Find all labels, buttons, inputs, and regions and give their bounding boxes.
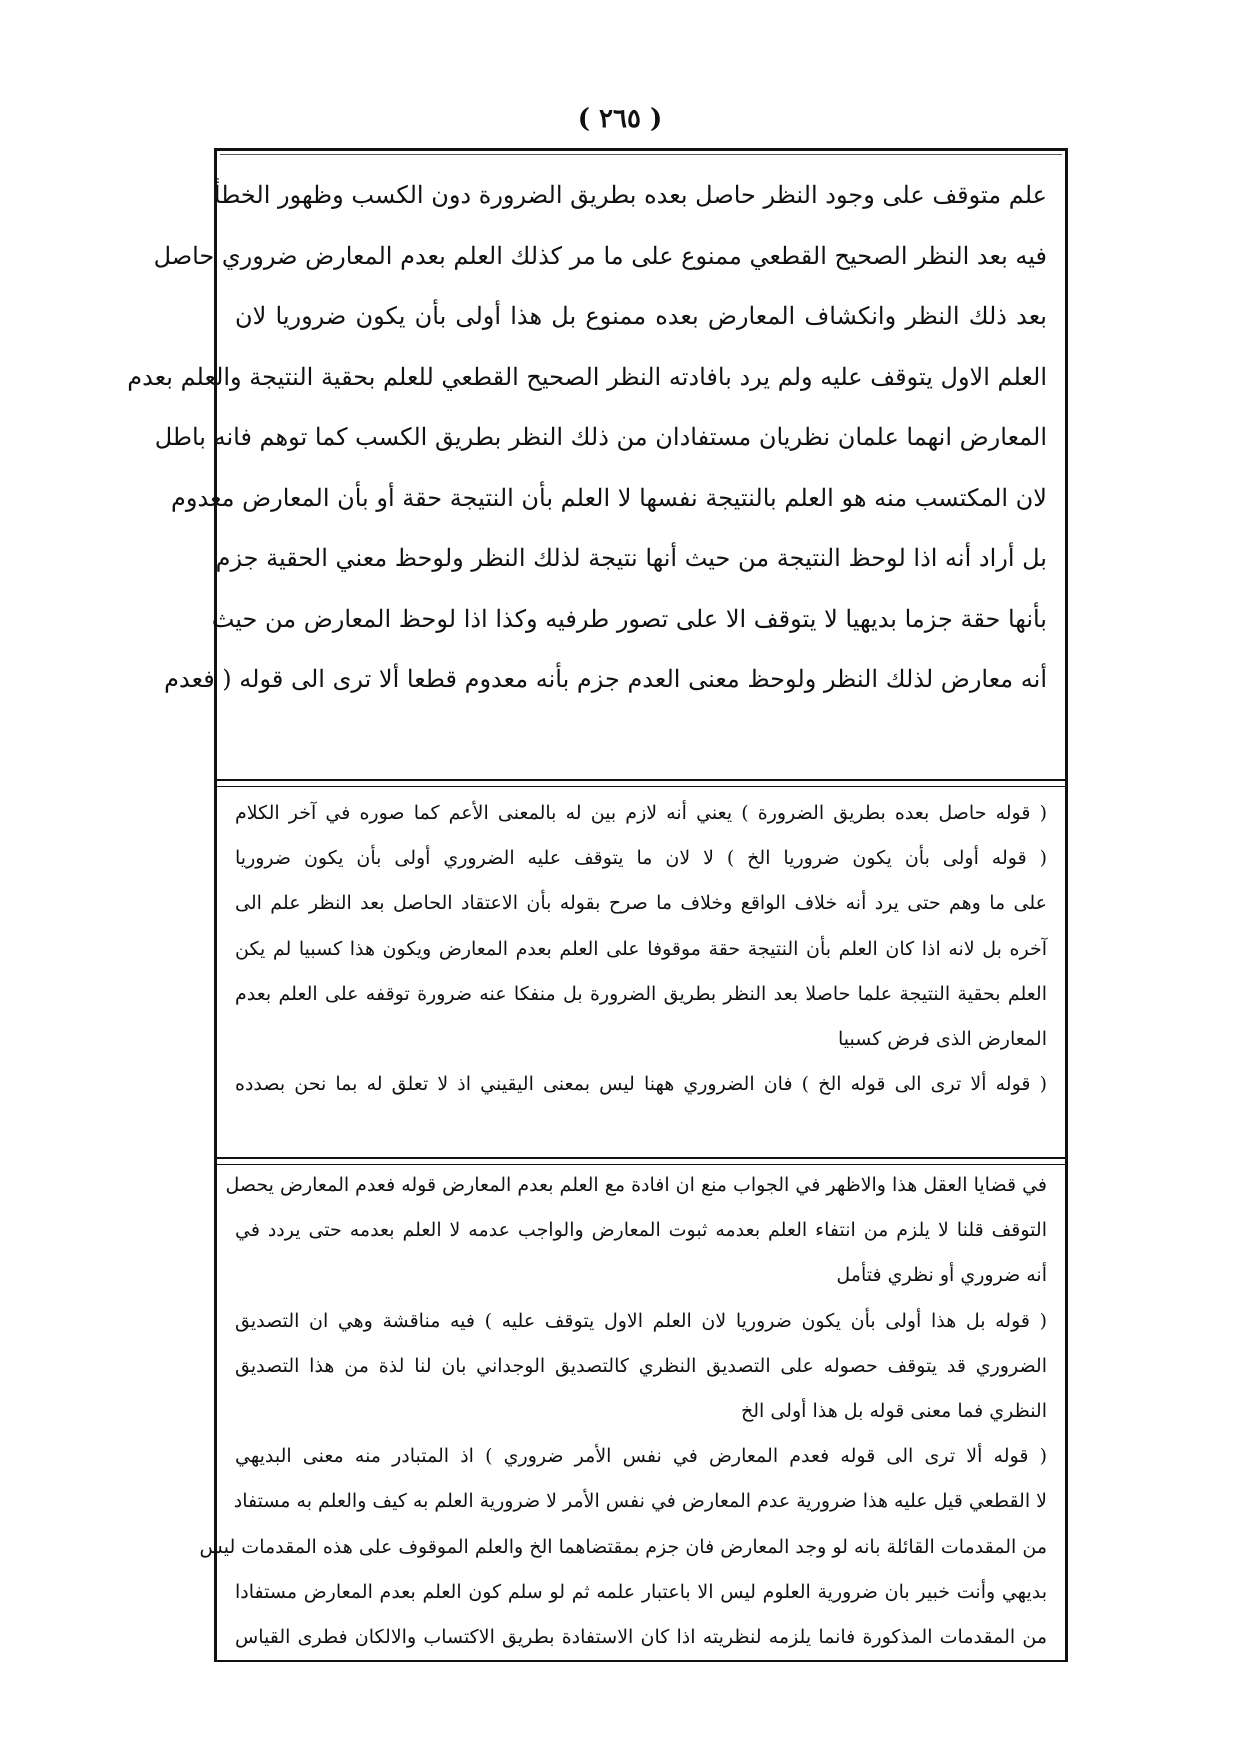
upper-notes-block [235,791,1047,1107]
note-line: من المقدمات القائلة بانه لو وجد المعارض فان جزم بمقتضاهما الخ والعلم الموقوف على هذه المقدمات ليس [199,1535,1047,1558]
note-line: المعارض الذى فرض كسبيا [838,1027,1047,1050]
main-text-line: بعد ذلك النظر وانكشاف المعارض بعده ممنوع بل هذا أولى بأن يكون ضروريا لان [235,302,1047,330]
main-text-line: بأنها حقة جزما بديهيا لا يتوقف الا على تصور طرفيه وكذا اذا لوحظ المعارض من حيث [211,604,1047,633]
bottom-rule [214,1660,1068,1662]
main-text-line: لان المكتسب منه هو العلم بالنتيجة نفسها لا العلم بأن النتيجة حقة أو بأن المعارض معدوم [171,483,1047,512]
note-line: التوقف قلنا لا يلزم من انتفاء العلم بعدمه ثبوت المعارض والواجب عدمه لا العلم بعدمه حتى يردد في [235,1219,1047,1242]
section-divider [217,779,1065,787]
note-line: لا القطعي قيل عليه هذا ضرورية عدم المعارض في نفس الأمر لا ضرورية العلم به كيف والعلم به مستفاد [233,1490,1047,1513]
note-line: على ما وهم حتى يرد أنه خلاف الواقع وخلاف ما صرح بقوله بأن الاعتقاد الحاصل بعد النظر علم الى [235,892,1047,915]
main-text-block [127,165,1047,710]
main-text-line: المعارض انهما علمان نظريان مستفادان من ذلك النظر بطريق الكسب كما توهم فانه باطل [154,423,1047,451]
note-line: آخره بل لانه اذا كان العلم بأن النتيجة حقة موقوفا على العلم بعدم المعارض ويكون هذا كسبيا لم يكن [235,937,1047,960]
note-line: ( قوله ألا ترى الى قوله الخ ) فان الضروري ههنا ليس بمعنى اليقيني اذ لا تعلق له بما نحن بصدده [235,1073,1047,1096]
page-frame [127,148,1068,1661]
main-text-line: أنه معارض لذلك النظر ولوحظ معنى العدم جزم بأنه معدوم قطعا ألا ترى الى قوله ( فعدم [164,665,1047,693]
page-number: ( ٢٦٥ ) [577,104,663,134]
note-line: ( قوله أولى بأن يكون ضروريا الخ ) لا لان ما يتوقف عليه الضروري أولى بأن يكون ضروريا [235,847,1047,870]
main-text-line: بل أراد أنه اذا لوحظ النتيجة من حيث أنها نتيجة لذلك النظر ولوحظ معني الحقية جزم [215,544,1047,572]
main-text-line: فيه بعد النظر الصحيح القطعي ممنوع على ما مر كذلك العلم بعدم المعارض ضروري حاصل [153,241,1047,270]
note-line: من المقدمات المذكورة فانما يلزمه لنظريته اذا كان الاستفادة بطريق الاكتساب والالكان فطرى القياس [235,1625,1047,1648]
note-line: ( قوله ألا ترى الى قوله فعدم المعارض في نفس الأمر ضروري ) اذ المتبادر منه معنى البديهي [235,1445,1047,1468]
note-line: النظري فما معنى قوله بل هذا أولى الخ [740,1399,1047,1422]
note-line: أنه ضروري أو نظري فتأمل [836,1264,1047,1287]
note-line: ( قوله حاصل بعده بطريق الضرورة ) يعني أنه لازم بين له بالمعنى الأعم كما صوره في آخر الكلام [235,802,1047,824]
lower-notes-block [199,1163,1047,1660]
note-line: بديهي وأنت خبير بان ضرورية العلوم ليس الا باعتبار علمه ثم لو سلم كون العلم بعدم المعارض مستفادا [235,1580,1047,1603]
note-line: ( قوله بل هذا أولى بأن يكون ضروريا لان العلم الاول يتوقف عليه ) فيه مناقشة وهي ان التصديق [235,1309,1047,1332]
note-line: العلم بحقية النتيجة علما حاصلا بعد النظر بطريق الضرورة بل منفكا عنه ضرورة توقفه على العلم بعدم [235,982,1047,1005]
main-text-line: علم متوقف على وجود النظر حاصل بعده بطريق الضرورة دون الكسب وظهور الخطأ [213,181,1047,209]
note-line: في قضايا العقل هذا والاظهر في الجواب منع ان افادة مع العلم بعدم المعارض قوله فعدم المعارض يحصل [225,1174,1047,1196]
main-text-line: العلم الاول يتوقف عليه ولم يرد بافادته النظر الصحيح القطعي للعلم بحقية النتيجة والعلم بعدم [127,362,1047,391]
note-line: الضروري قد يتوقف حصوله على التصديق النظري كالتصديق الوجداني بان لنا لذة من هذا التصديق [235,1354,1047,1377]
